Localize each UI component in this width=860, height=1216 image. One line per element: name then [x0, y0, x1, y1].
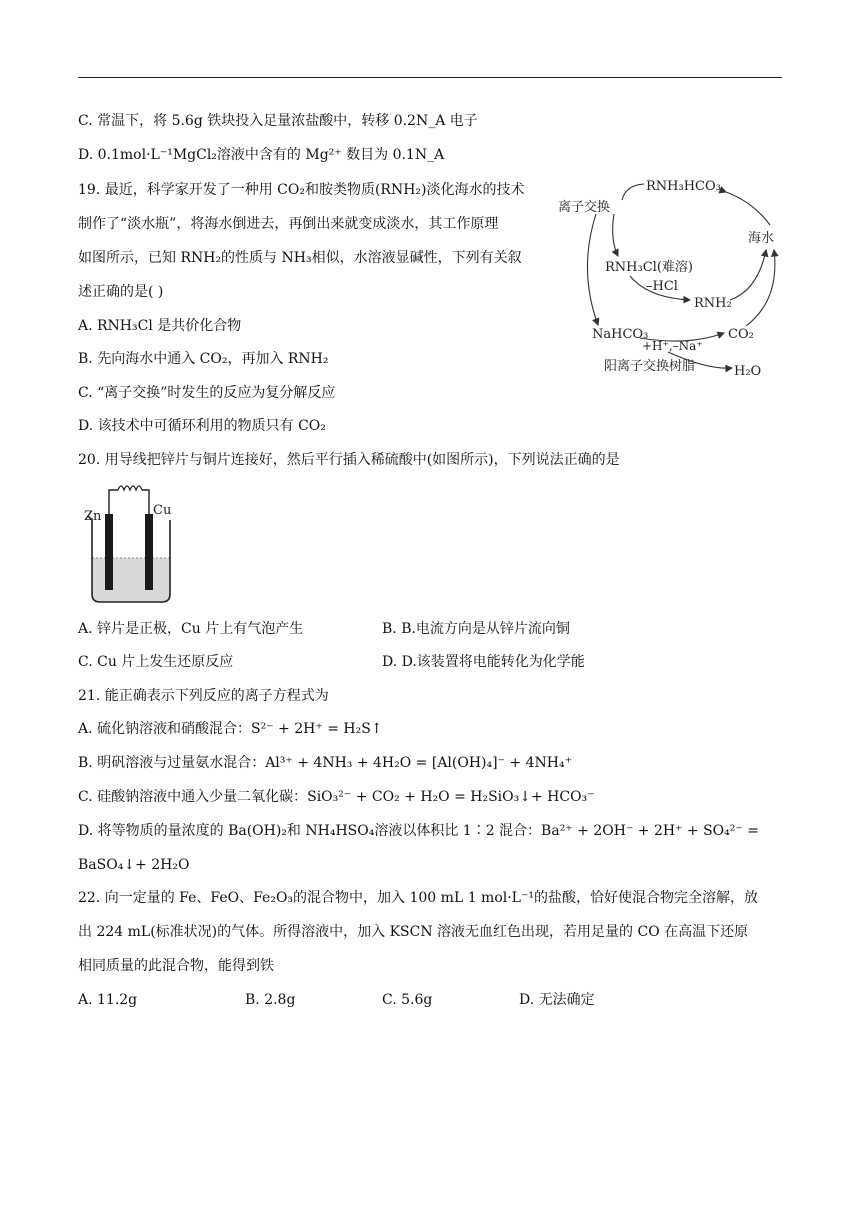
sulfuric-acid-solution — [92, 558, 170, 602]
label-cu: Cu — [153, 503, 172, 518]
q19-option-b: B. 先向海水中通入 CO₂，再加入 RNH₂ — [78, 351, 329, 367]
arrow-seawater-to-top — [726, 192, 770, 225]
q19-option-c: C. “离子交换”时发生的反应为复分解反应 — [78, 385, 336, 401]
arrow-co2-to-seawater — [746, 250, 775, 326]
q19-cycle-diagram — [548, 170, 788, 385]
q18-option-d: D. 0.1mol·L⁻¹MgCl₂溶液中含有的 Mg²⁺ 数目为 0.1N_A — [78, 147, 445, 163]
q21-stem: 21. 能正确表示下列反应的离子方程式为 — [78, 688, 329, 704]
q18-option-c: C. 常温下，将 5.6g 铁块投入足量浓盐酸中，转移 0.2N_A 电子 — [78, 113, 478, 129]
q22-stem-line1: 22. 向一定量的 Fe、FeO、Fe₂O₃的混合物中，加入 100 mL 1 mol·L⁻¹的盐酸，恰好使混合物完全溶解，放 — [78, 890, 758, 906]
q21-option-a: A. 硫化钠溶液和硝酸混合：S²⁻ + 2H⁺ = H₂S↑ — [78, 721, 383, 737]
q20-galvanic-cell-diagram — [80, 476, 180, 606]
q19-stem-line1: 19. 最近，科学家开发了一种用 CO₂和胺类物质(RNH₂)淡化海水的技术 — [78, 182, 525, 198]
q21-option-d-line2: BaSO₄↓+ 2H₂O — [78, 857, 190, 873]
q21-option-d-line1: D. 将等物质的量浓度的 Ba(OH)₂和 NH₄HSO₄溶液以体积比 1∶2 混合：Ba²⁺ + 2OH⁻ + 2H⁺ + SO₄²⁻ = — [78, 823, 759, 839]
q22-stem-line2: 出 224 mL(标准状况)的气体。所得溶液中，加入 KSCN 溶液无血红色出现，若用足量的 CO 在高温下还原 — [78, 924, 749, 940]
q20-option-d: D. D.该装置将电能转化为化学能 — [382, 654, 585, 670]
q22-option-c: C. 5.6g — [382, 992, 433, 1008]
label-rnh2: RNH₂ — [694, 296, 732, 311]
label-resin: 阳离子交换树脂 — [604, 359, 696, 374]
label-rnh3cl: RNH₃Cl(难溶) — [605, 260, 693, 275]
label-minus-hcl: –HCl — [646, 279, 678, 294]
q19-option-d: D. 该技术中可循环利用的物质只有 CO₂ — [78, 418, 326, 434]
label-h-na: +H⁺,–Na⁺ — [642, 339, 703, 353]
q21-option-c: C. 硅酸钠溶液中通入少量二氧化碳：SiO₃²⁻ + CO₂ + H₂O = H₂SiO₃↓+ HCO₃⁻ — [78, 789, 595, 805]
q20-option-c: C. Cu 片上发生还原反应 — [78, 654, 234, 670]
label-nahco3: NaHCO₃ — [592, 327, 649, 342]
label-rnh3hco3: RNH₃HCO₃ — [646, 179, 721, 194]
q22-option-d: D. 无法确定 — [519, 992, 595, 1008]
q20-stem: 20. 用导线把锌片与铜片连接好，然后平行插入稀硫酸中(如图所示)，下列说法正确的是 — [78, 452, 620, 468]
q22-option-a: A. 11.2g — [78, 992, 138, 1008]
label-co2: CO₂ — [728, 327, 754, 342]
arrow-rnh2-to-seawater — [730, 250, 766, 300]
header-rule — [78, 77, 782, 78]
arrow-ion-exchange-join — [622, 184, 644, 200]
q21-option-b: B. 明矾溶液与过量氨水混合：Al³⁺ + 4NH₃ + 4H₂O = [Al(OH)₄]⁻ + 4NH₄⁺ — [78, 755, 572, 771]
arrow-to-nahco3 — [587, 214, 598, 325]
arrow-to-rnh3cl — [613, 214, 618, 256]
q22-stem-line3: 相同质量的此混合物，能得到铁 — [78, 958, 274, 974]
q19-option-a: A. RNH₃Cl 是共价化合物 — [78, 318, 242, 334]
q19-stem-line3: 如图所示，已知 RNH₂的性质与 NH₃相似，水溶液显碱性，下列有关叙 — [78, 250, 522, 266]
q20-option-b: B. B.电流方向是从锌片流向铜 — [382, 621, 570, 637]
q19-stem-line2: 制作了“淡水瓶”，将海水倒进去，再倒出来就变成淡水，其工作原理 — [78, 216, 499, 232]
label-zn: Zn — [84, 509, 102, 524]
q22-option-b: B. 2.8g — [245, 992, 296, 1008]
coil-icon — [118, 486, 142, 490]
label-ion-exchange: 离子交换 — [558, 200, 611, 215]
copper-electrode — [145, 514, 153, 590]
wire — [109, 490, 149, 514]
label-seawater: 海水 — [748, 231, 775, 246]
q19-stem-line4: 述正确的是( ) — [78, 284, 164, 300]
q20-option-a: A. 锌片是正极，Cu 片上有气泡产生 — [78, 621, 304, 637]
zinc-electrode — [105, 514, 113, 590]
label-h2o: H₂O — [734, 364, 762, 379]
